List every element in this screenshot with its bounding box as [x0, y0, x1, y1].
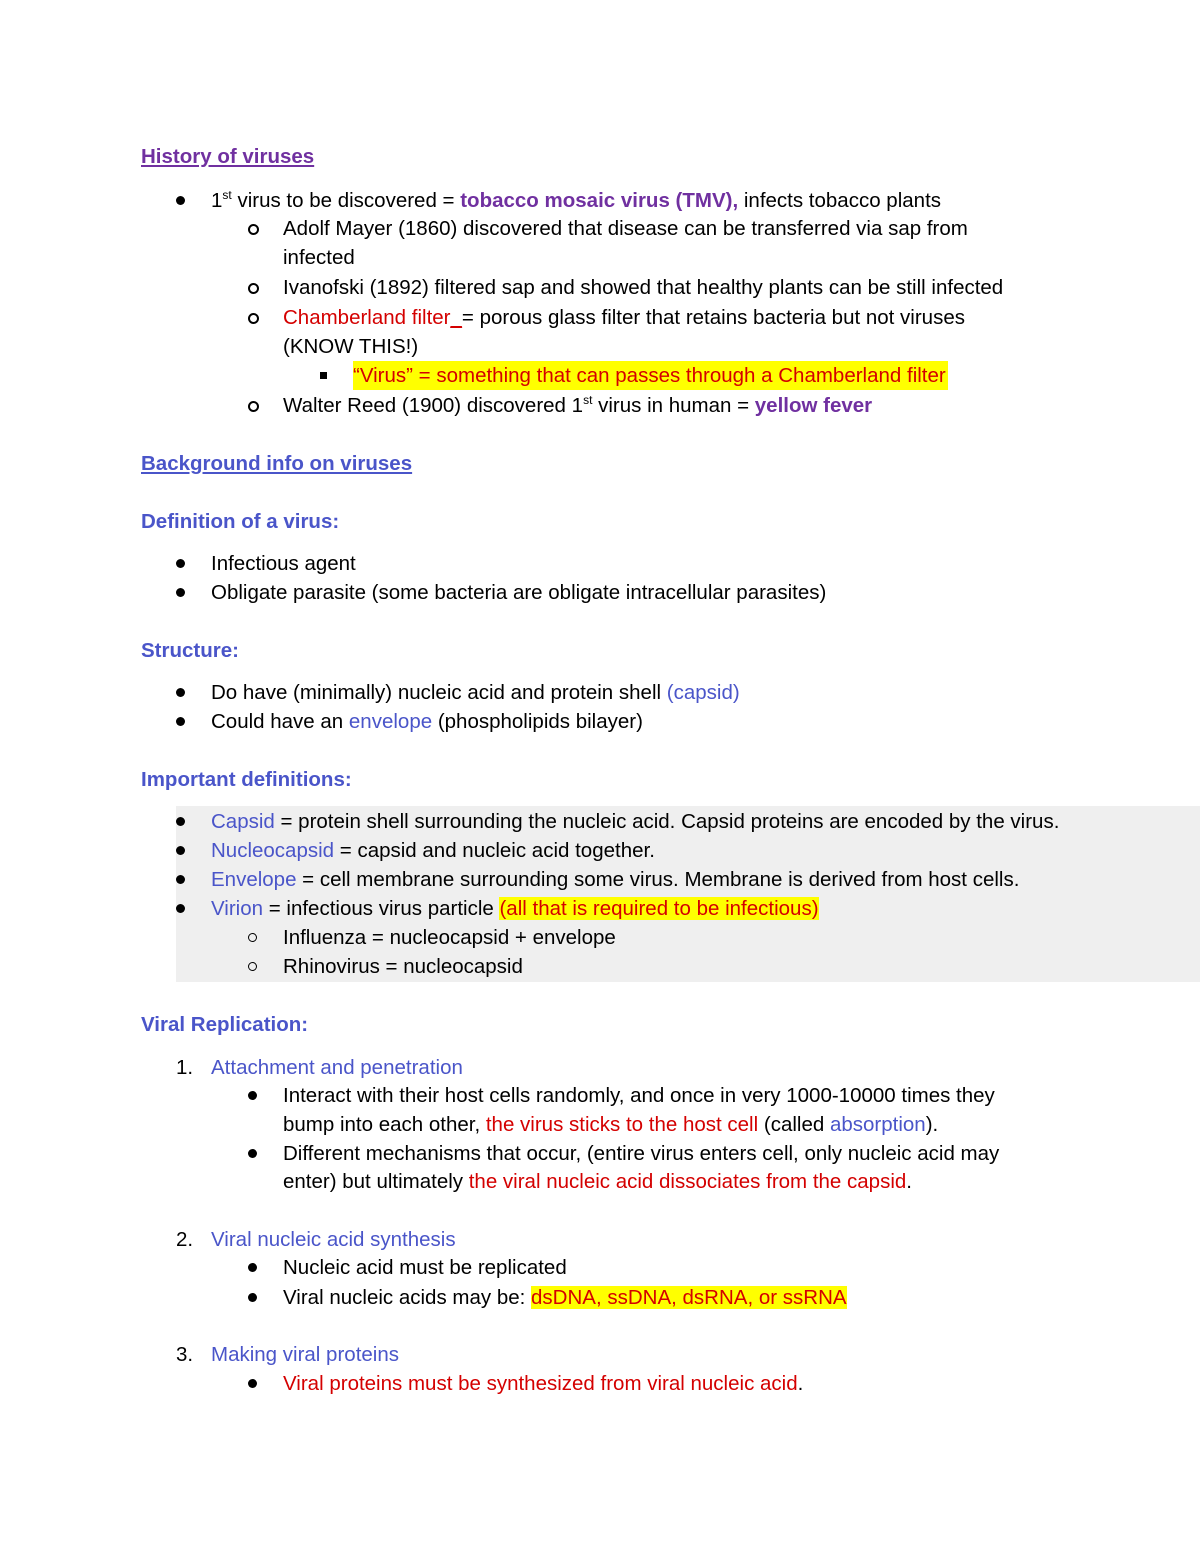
definition-heading: Definition of a virus: — [141, 510, 340, 533]
chamberland-line-2: (KNOW THIS!) — [283, 335, 419, 358]
step-1-bullet-2-line-1: Different mechanisms that occur, (entire virus enters cell, only nucleic acid may — [283, 1142, 1000, 1165]
capsid-term: (capsid) — [666, 681, 740, 704]
text-segment: Could have an — [211, 710, 349, 733]
bullet-icon — [176, 846, 185, 855]
circle-bullet-icon — [248, 933, 257, 942]
text-segment: = porous glass filter that retains bacteria but not viruses — [461, 306, 965, 329]
background-heading: Background info on viruses — [141, 452, 413, 475]
superscript: st — [222, 188, 232, 203]
nucleic-acid-types-highlight: dsDNA, ssDNA, dsRNA, or ssRNA — [531, 1286, 847, 1309]
step-1-bullet-1-line-1: Interact with their host cells randomly, and once in very 1000-10000 times they — [283, 1084, 995, 1107]
step-3-bullet-1 — [283, 1369, 803, 1398]
text-segment: Viral nucleic acids may be: — [283, 1286, 532, 1309]
bullet-icon — [176, 817, 185, 826]
step-3-title: Making viral proteins — [211, 1343, 399, 1366]
history-heading: History of viruses — [141, 145, 315, 168]
step-number: 2. — [176, 1228, 194, 1251]
text-segment: virus to be discovered = — [231, 189, 461, 212]
replication-heading: Viral Replication: — [141, 1013, 309, 1036]
term: Envelope — [211, 868, 297, 891]
step-number: 3. — [176, 1343, 194, 1366]
definition: = capsid and nucleic acid together. — [334, 839, 655, 862]
red-text: Viral proteins must be synthesized from viral nucleic acid — [283, 1372, 798, 1395]
structure-heading: Structure: — [141, 639, 239, 662]
important-item-capsid — [211, 807, 1059, 836]
bullet-icon — [176, 875, 185, 884]
term: Nucleocapsid — [211, 839, 335, 862]
text-segment: Do have (minimally) nucleic acid and protein shell — [211, 681, 667, 704]
text-segment: (called — [758, 1113, 830, 1136]
text-segment: . — [906, 1170, 912, 1193]
red-text: the virus sticks to the host cell — [485, 1113, 759, 1136]
virus-definition-highlight: “Virus” = something that can passes through a Chamberland filter — [353, 361, 948, 390]
circle-bullet-icon — [248, 224, 259, 235]
mayer-line-1: Adolf Mayer (1860) discovered that disease can be transferred via sap from — [283, 217, 968, 240]
virion-sub-influenza: Influenza = nucleocapsid + envelope — [283, 926, 616, 949]
term: Virion — [211, 897, 264, 920]
text-segment: . — [797, 1372, 804, 1395]
bullet-icon — [248, 1293, 257, 1302]
text-segment: Walter Reed (1900) discovered 1 — [283, 394, 584, 417]
circle-bullet-icon — [248, 401, 259, 412]
text-segment: enter) but ultimately — [283, 1170, 469, 1193]
definition-item-2: Obligate parasite (some bacteria are obligate intracellular parasites) — [211, 581, 827, 604]
tmv-term: tobacco mosaic virus (TMV), — [460, 189, 739, 212]
definition: = cell membrane surrounding some virus. Membrane is derived from host cells. — [296, 868, 1020, 891]
bullet-icon — [248, 1263, 257, 1272]
ivanofski-item: Ivanofski (1892) filtered sap and showed that healthy plants can be still infected — [283, 276, 1004, 299]
text-segment: virus in human = — [592, 394, 755, 417]
bullet-icon — [176, 688, 185, 697]
history-item-first-virus — [211, 186, 941, 215]
important-item-virion — [211, 894, 819, 923]
important-heading: Important definitions: — [141, 768, 352, 791]
absorption-term: absorption — [829, 1113, 926, 1136]
superscript: st — [583, 393, 593, 408]
chamberland-term: Chamberland filter — [283, 306, 451, 329]
bullet-icon — [176, 717, 185, 726]
definition-item-1: Infectious agent — [211, 552, 356, 575]
yellow-fever-term: yellow fever — [754, 394, 873, 417]
envelope-term: envelope — [348, 710, 433, 733]
step-2-bullet-2 — [283, 1283, 847, 1312]
text-segment: (phospholipids bilayer) — [432, 710, 643, 733]
text-segment: infects tobacco plants — [738, 189, 942, 212]
walter-reed-item — [283, 391, 872, 420]
text-segment: bump into each other, — [283, 1113, 486, 1136]
step-1-title: Attachment and penetration — [211, 1056, 463, 1079]
step-1-bullet-2-line-2 — [283, 1167, 912, 1196]
circle-bullet-icon — [248, 283, 259, 294]
structure-item-1 — [211, 678, 740, 707]
bullet-icon — [248, 1149, 257, 1158]
chamberland-line-1 — [283, 303, 965, 332]
underscore: _ — [450, 306, 462, 329]
important-item-envelope — [211, 865, 1019, 894]
bullet-icon — [176, 904, 185, 913]
red-text: the viral nucleic acid dissociates from the capsid — [468, 1170, 907, 1193]
virion-highlight: (all that is required to be infectious) — [499, 897, 819, 920]
circle-bullet-icon — [248, 962, 257, 971]
definition: = infectious virus particle — [263, 897, 500, 920]
bullet-icon — [176, 588, 185, 597]
text-segment: ). — [925, 1113, 939, 1136]
structure-item-2 — [211, 707, 643, 736]
circle-bullet-icon — [248, 313, 259, 324]
square-bullet-icon — [320, 372, 327, 379]
step-1-bullet-1-line-2 — [283, 1110, 938, 1139]
definition: = protein shell surrounding the nucleic acid. Capsid proteins are encoded by the virus. — [274, 810, 1060, 833]
step-number: 1. — [176, 1056, 194, 1079]
text-segment: 1 — [211, 189, 223, 212]
bullet-icon — [248, 1091, 257, 1100]
bullet-icon — [176, 196, 185, 205]
virion-sub-rhinovirus: Rhinovirus = nucleocapsid — [283, 955, 523, 978]
bullet-icon — [248, 1379, 257, 1388]
important-item-nucleocapsid — [211, 836, 655, 865]
term: Capsid — [211, 810, 275, 833]
step-2-title: Viral nucleic acid synthesis — [211, 1228, 456, 1251]
step-2-bullet-1: Nucleic acid must be replicated — [283, 1256, 567, 1279]
mayer-line-2: infected — [283, 246, 355, 269]
bullet-icon — [176, 559, 185, 568]
